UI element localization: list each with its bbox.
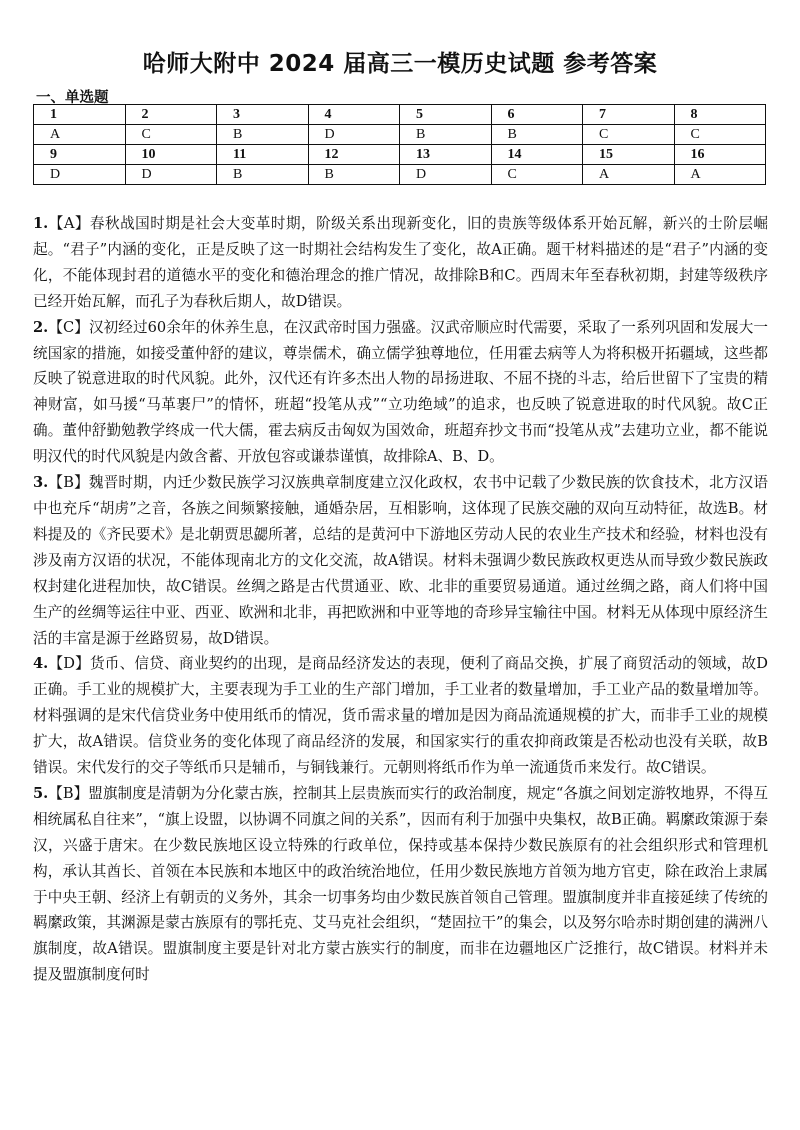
answer-table — [33, 104, 766, 185]
table-cell: B — [217, 165, 309, 185]
table-cell: A — [34, 125, 126, 145]
table-cell: 13 — [400, 145, 492, 165]
table-cell: A — [583, 165, 675, 185]
table-cell: 7 — [583, 105, 675, 125]
table-row — [34, 165, 766, 185]
table-cell: D — [125, 165, 217, 185]
table-cell: D — [400, 165, 492, 185]
table-cell: C — [491, 165, 583, 185]
question-number: 2. — [33, 318, 49, 336]
table-row — [34, 105, 766, 125]
explanation-text: 【B】魏晋时期，内迁少数民族学习汉族典章制度建立汉化政权，农书中记载了少数民族的饮食技术，北方汉语中也充斥“胡虏”之音，各族之间频繁接触，通婚杂居，互相影响，这体现了民族交融的双向互动特征，故选B。材料提及的《齐民要术》是北朝贾思勰所著，总结的是黄河中下游地区劳动人民的农业生产技术和经验，材料也没有涉及南方汉语的状况，不能体现南北方的文化交流，故A错误。材料未强调少数民族政权更迭从而导致少数民族政权封建化进程加快，故C错误。丝绸之路是古代贯通亚、欧、北非的重要贸易通道。通过丝绸之路，商人们将中国生产的丝绸等运往中亚、西亚、欧洲和北非，再把欧洲和中亚等地的奇珍异宝输往中国。材料无从体现中原经济生活的丰富是源于丝路贸易，故D错误。 — [33, 474, 768, 647]
explanation-text: 【A】春秋战国时期是社会大变革时期，阶级关系出现新变化，旧的贵族等级体系开始瓦解，新兴的士阶层崛起。“君子”内涵的变化，正是反映了这一时期社会结构发生了变化，故A正确。题干材料描述的是“君子”内涵的变化，不能体现封君的道德水平的变化和德治理念的推广情况，故排除B和C。西周末年至春秋初期，封建等级秩序已经开始瓦解，而孔子为春秋后期人，故D错误。 — [33, 215, 768, 310]
table-cell: C — [583, 125, 675, 145]
explanation-item — [33, 781, 768, 988]
table-cell: B — [491, 125, 583, 145]
table-cell: 9 — [34, 145, 126, 165]
page-title: 哈师大附中 2024 届高三一模历史试题 参考答案 — [142, 51, 658, 77]
table-cell: 6 — [491, 105, 583, 125]
table-cell: 10 — [125, 145, 217, 165]
question-number: 5. — [33, 784, 49, 802]
table-cell: 4 — [308, 105, 400, 125]
question-number: 1. — [33, 215, 49, 232]
table-cell: A — [674, 165, 766, 185]
table-cell: 1 — [34, 105, 126, 125]
explanation-item — [33, 315, 768, 470]
table-cell: 16 — [674, 145, 766, 165]
table-cell: 12 — [308, 145, 400, 165]
table-cell: D — [34, 165, 126, 185]
table-cell: 8 — [674, 105, 766, 125]
table-cell: 14 — [491, 145, 583, 165]
table-cell: 11 — [217, 145, 309, 165]
explanation-item — [33, 651, 768, 781]
table-cell: B — [217, 125, 309, 145]
explanation-text: 【D】货币、信贷、商业契约的出现，是商品经济发达的表现，便利了商品交换，扩展了商贸活动的领域，故D正确。手工业的规模扩大，主要表现为手工业的生产部门增加，手工业者的数量增加，手工业产品的数量增加等。材料强调的是宋代信贷业务中使用纸币的情况，货币需求量的增加是因为商品流通规模的扩大，而非手工业的规模扩大，故A错误。信贷业务的变化体现了商品经济的发展，和国家实行的重农抑商政策是否松动也没有关联，故B错误。宋代发行的交子等纸币只是辅币，与铜钱兼行。元朝则将纸币作为单一流通货币来发行。故C错误。 — [33, 655, 768, 777]
question-number: 4. — [33, 655, 49, 673]
table-cell: B — [308, 165, 400, 185]
question-number: 3. — [33, 474, 49, 492]
table-cell: C — [125, 125, 217, 145]
table-cell: 3 — [217, 105, 309, 125]
table-cell: D — [308, 125, 400, 145]
explanations — [33, 211, 768, 988]
explanation-item — [33, 211, 768, 315]
table-cell: B — [400, 125, 492, 145]
explanation-item — [33, 470, 768, 651]
table-cell: 2 — [125, 105, 217, 125]
table-row — [34, 125, 766, 145]
section-heading: 一、单选题 — [36, 90, 109, 106]
table-cell: C — [674, 125, 766, 145]
explanation-text: 【B】盟旗制度是清朝为分化蒙古族，控制其上层贵族而实行的政治制度，规定“各旗之间划定游牧地界，不得互相统属私自往来”，“旗上设盟，以协调不同旗之间的关系”，因而有利于加强中央集权，故B正确。羁縻政策源于秦汉，兴盛于唐宋。在少数民族地区设立特殊的行政单位，保持或基本保持少数民族原有的社会组织形式和管理机构，承认其酋长、首领在本民族和本地区中的政治统治地位，任用少数民族地方首领为地方官吏，除在政治上隶属于中央王朝、经济上有朝贡的义务外，其余一切事务均由少数民族首领自己管理。盟旗制度并非直接延续了传统的羁縻政策，其渊源是蒙古族原有的鄂托克、艾马克社会组织，“楚固拉干”的集会，以及努尔哈赤时期创建的满洲八旗制度，故A错误。盟旗制度主要是针对北方蒙古族实行的制度，而非在边疆地区广泛推行，故C错误。材料并未提及盟旗制度何时 — [33, 784, 768, 984]
explanation-text: 【C】汉初经过60余年的休养生息，在汉武帝时国力强盛。汉武帝顺应时代需要，采取了一系列巩固和发展大一统国家的措施，如接受董仲舒的建议，尊崇儒术，确立儒学独尊地位，任用霍去病等人为将积极开拓疆域，这些都反映了锐意进取的时代风貌。此外，汉代还有许多杰出人物的昂扬进取、不屈不挠的斗志，给后世留下了宝贵的精神财富，如马援“马革裹尸”的情怀，班超“投笔从戎”“立功绝域”的追求，也反映了锐意进取的时代风貌。故C正确。董仲舒勤勉教学终成一代大儒，霍去病反击匈奴为国效命，班超弃抄文书而“投笔从戎”去建功立业，都不能说明汉代的时代风貌是内敛含蓄、开放包容或谦恭谨慎，故排除A、B、D。 — [33, 318, 768, 466]
table-row — [34, 145, 766, 165]
table-cell: 5 — [400, 105, 492, 125]
table-cell: 15 — [583, 145, 675, 165]
